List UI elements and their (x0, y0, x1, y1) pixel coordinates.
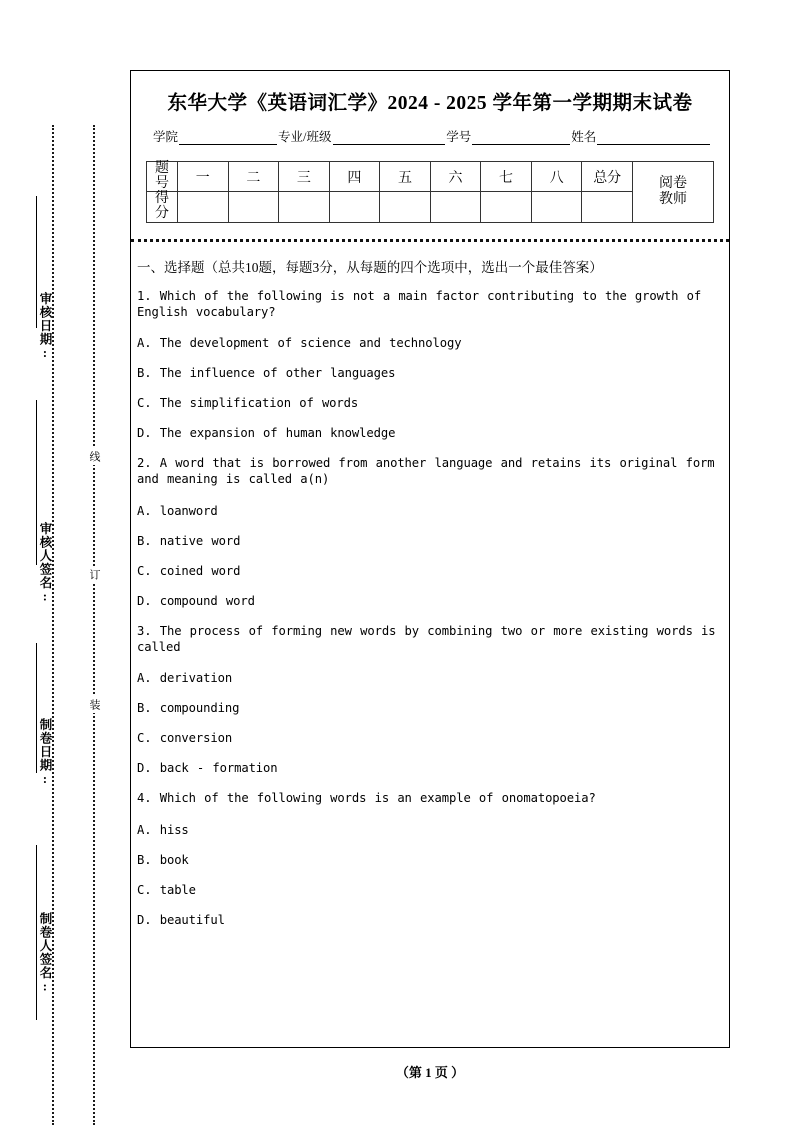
question-stem-3: 3. The process of forming new words by combining two or more existing words is called (137, 623, 716, 654)
page-number-footer: （第 1 页 ） (395, 1065, 465, 1080)
margin-label-print-date: 制卷日期: (38, 718, 52, 787)
score-cell-6[interactable] (430, 192, 481, 222)
question-2-option-c[interactable]: C. coined word (137, 563, 241, 578)
score-col-8: 八 (531, 162, 582, 192)
question-1-option-d[interactable]: D. The expansion of human knowledge (137, 426, 396, 441)
score-cell-2[interactable] (228, 192, 279, 222)
binding-dotted-line-inner (93, 125, 95, 1125)
grading-teacher-line-1: 阅卷 (659, 176, 687, 192)
score-cell-total[interactable] (582, 192, 633, 222)
score-col-6: 六 (430, 162, 481, 192)
table-row-question-numbers (147, 162, 714, 192)
score-table-stub-question-no: 题 号 (147, 162, 178, 192)
score-col-7: 七 (481, 162, 532, 192)
score-table-stub-score: 得 分 (147, 192, 178, 222)
field-blank-major-class[interactable] (333, 131, 446, 145)
question-3-option-b[interactable]: B. compounding (137, 701, 240, 716)
question-2-option-d[interactable]: D. compound word (137, 593, 255, 608)
score-cell-1[interactable] (178, 192, 229, 222)
field-label-major-class: 专业/班级 (278, 130, 332, 144)
grading-teacher-line-2: 教师 (659, 191, 687, 207)
question-4-option-b[interactable]: B. book (137, 852, 189, 867)
page-title: 东华大学《英语词汇学》2024 - 2025 学年第一学期期末试卷 (167, 93, 693, 114)
field-label-name: 姓名 (571, 130, 597, 144)
field-blank-student-id[interactable] (472, 131, 570, 145)
score-table-container (146, 161, 714, 223)
question-4-option-a[interactable]: A. hiss (137, 822, 189, 837)
score-col-3: 三 (279, 162, 330, 192)
margin-label-review-date: 审核日期: (38, 292, 52, 361)
score-cell-3[interactable] (279, 192, 330, 222)
question-2-option-a[interactable]: A. loanword (137, 503, 218, 518)
table-row-scores (147, 192, 714, 222)
score-col-total: 总分 (582, 162, 633, 192)
score-cell-7[interactable] (481, 192, 532, 222)
score-col-2: 二 (228, 162, 279, 192)
student-info-row (153, 127, 711, 145)
margin-label-reviewer-signature: 审核人签名: (38, 522, 52, 605)
section-heading-multiple-choice: 一、选择题（总共10题，每题3分，从每题的四个选项中，选出一个最佳答案） (137, 259, 603, 275)
question-3-option-a[interactable]: A. derivation (137, 671, 233, 686)
question-block-2 (137, 455, 725, 609)
seam-char-ding: 订 (85, 566, 102, 583)
question-4-option-d[interactable]: D. beautiful (137, 912, 225, 927)
question-stem-1: 1. Which of the following is not a main factor contributing to the growth of English vocabulary? (137, 288, 702, 319)
field-blank-name[interactable] (597, 131, 710, 145)
score-col-grading-teacher (633, 162, 714, 223)
dashed-divider (131, 239, 729, 242)
question-3-option-c[interactable]: C. conversion (137, 731, 233, 746)
question-3-option-d[interactable]: D. back - formation (137, 761, 278, 776)
score-cell-8[interactable] (531, 192, 582, 222)
left-margin-binding-area (0, 0, 130, 1122)
field-label-student-id: 学号 (446, 130, 472, 144)
question-1-option-c[interactable]: C. The simplification of words (137, 396, 359, 411)
exam-paper-body (130, 70, 730, 1048)
question-1-option-b[interactable]: B. The influence of other languages (137, 366, 396, 381)
question-stem-2: 2. A word that is borrowed from another language and retains its original form and meaning is called a(n) (137, 456, 715, 487)
field-blank-college[interactable] (179, 131, 277, 145)
score-cell-4[interactable] (329, 192, 380, 222)
margin-label-printer-signature: 制卷人签名: (38, 912, 52, 995)
question-stem-4: 4. Which of the following words is an example of onomatopoeia? (137, 791, 596, 806)
seam-char-zhuang: 装 (85, 696, 102, 713)
score-col-1: 一 (178, 162, 229, 192)
score-table (146, 161, 714, 223)
field-label-college: 学院 (153, 130, 179, 144)
question-1-option-a[interactable]: A. The development of science and technology (137, 335, 462, 350)
score-cell-5[interactable] (380, 192, 431, 222)
question-block-4 (137, 790, 725, 927)
question-4-option-c[interactable]: C. table (137, 882, 196, 897)
question-block-1 (137, 288, 725, 442)
score-col-5: 五 (380, 162, 431, 192)
question-block-3 (137, 623, 725, 777)
questions-list (137, 288, 725, 928)
seam-char-xian: 线 (85, 448, 102, 465)
score-col-4: 四 (329, 162, 380, 192)
question-2-option-b[interactable]: B. native word (137, 533, 241, 548)
